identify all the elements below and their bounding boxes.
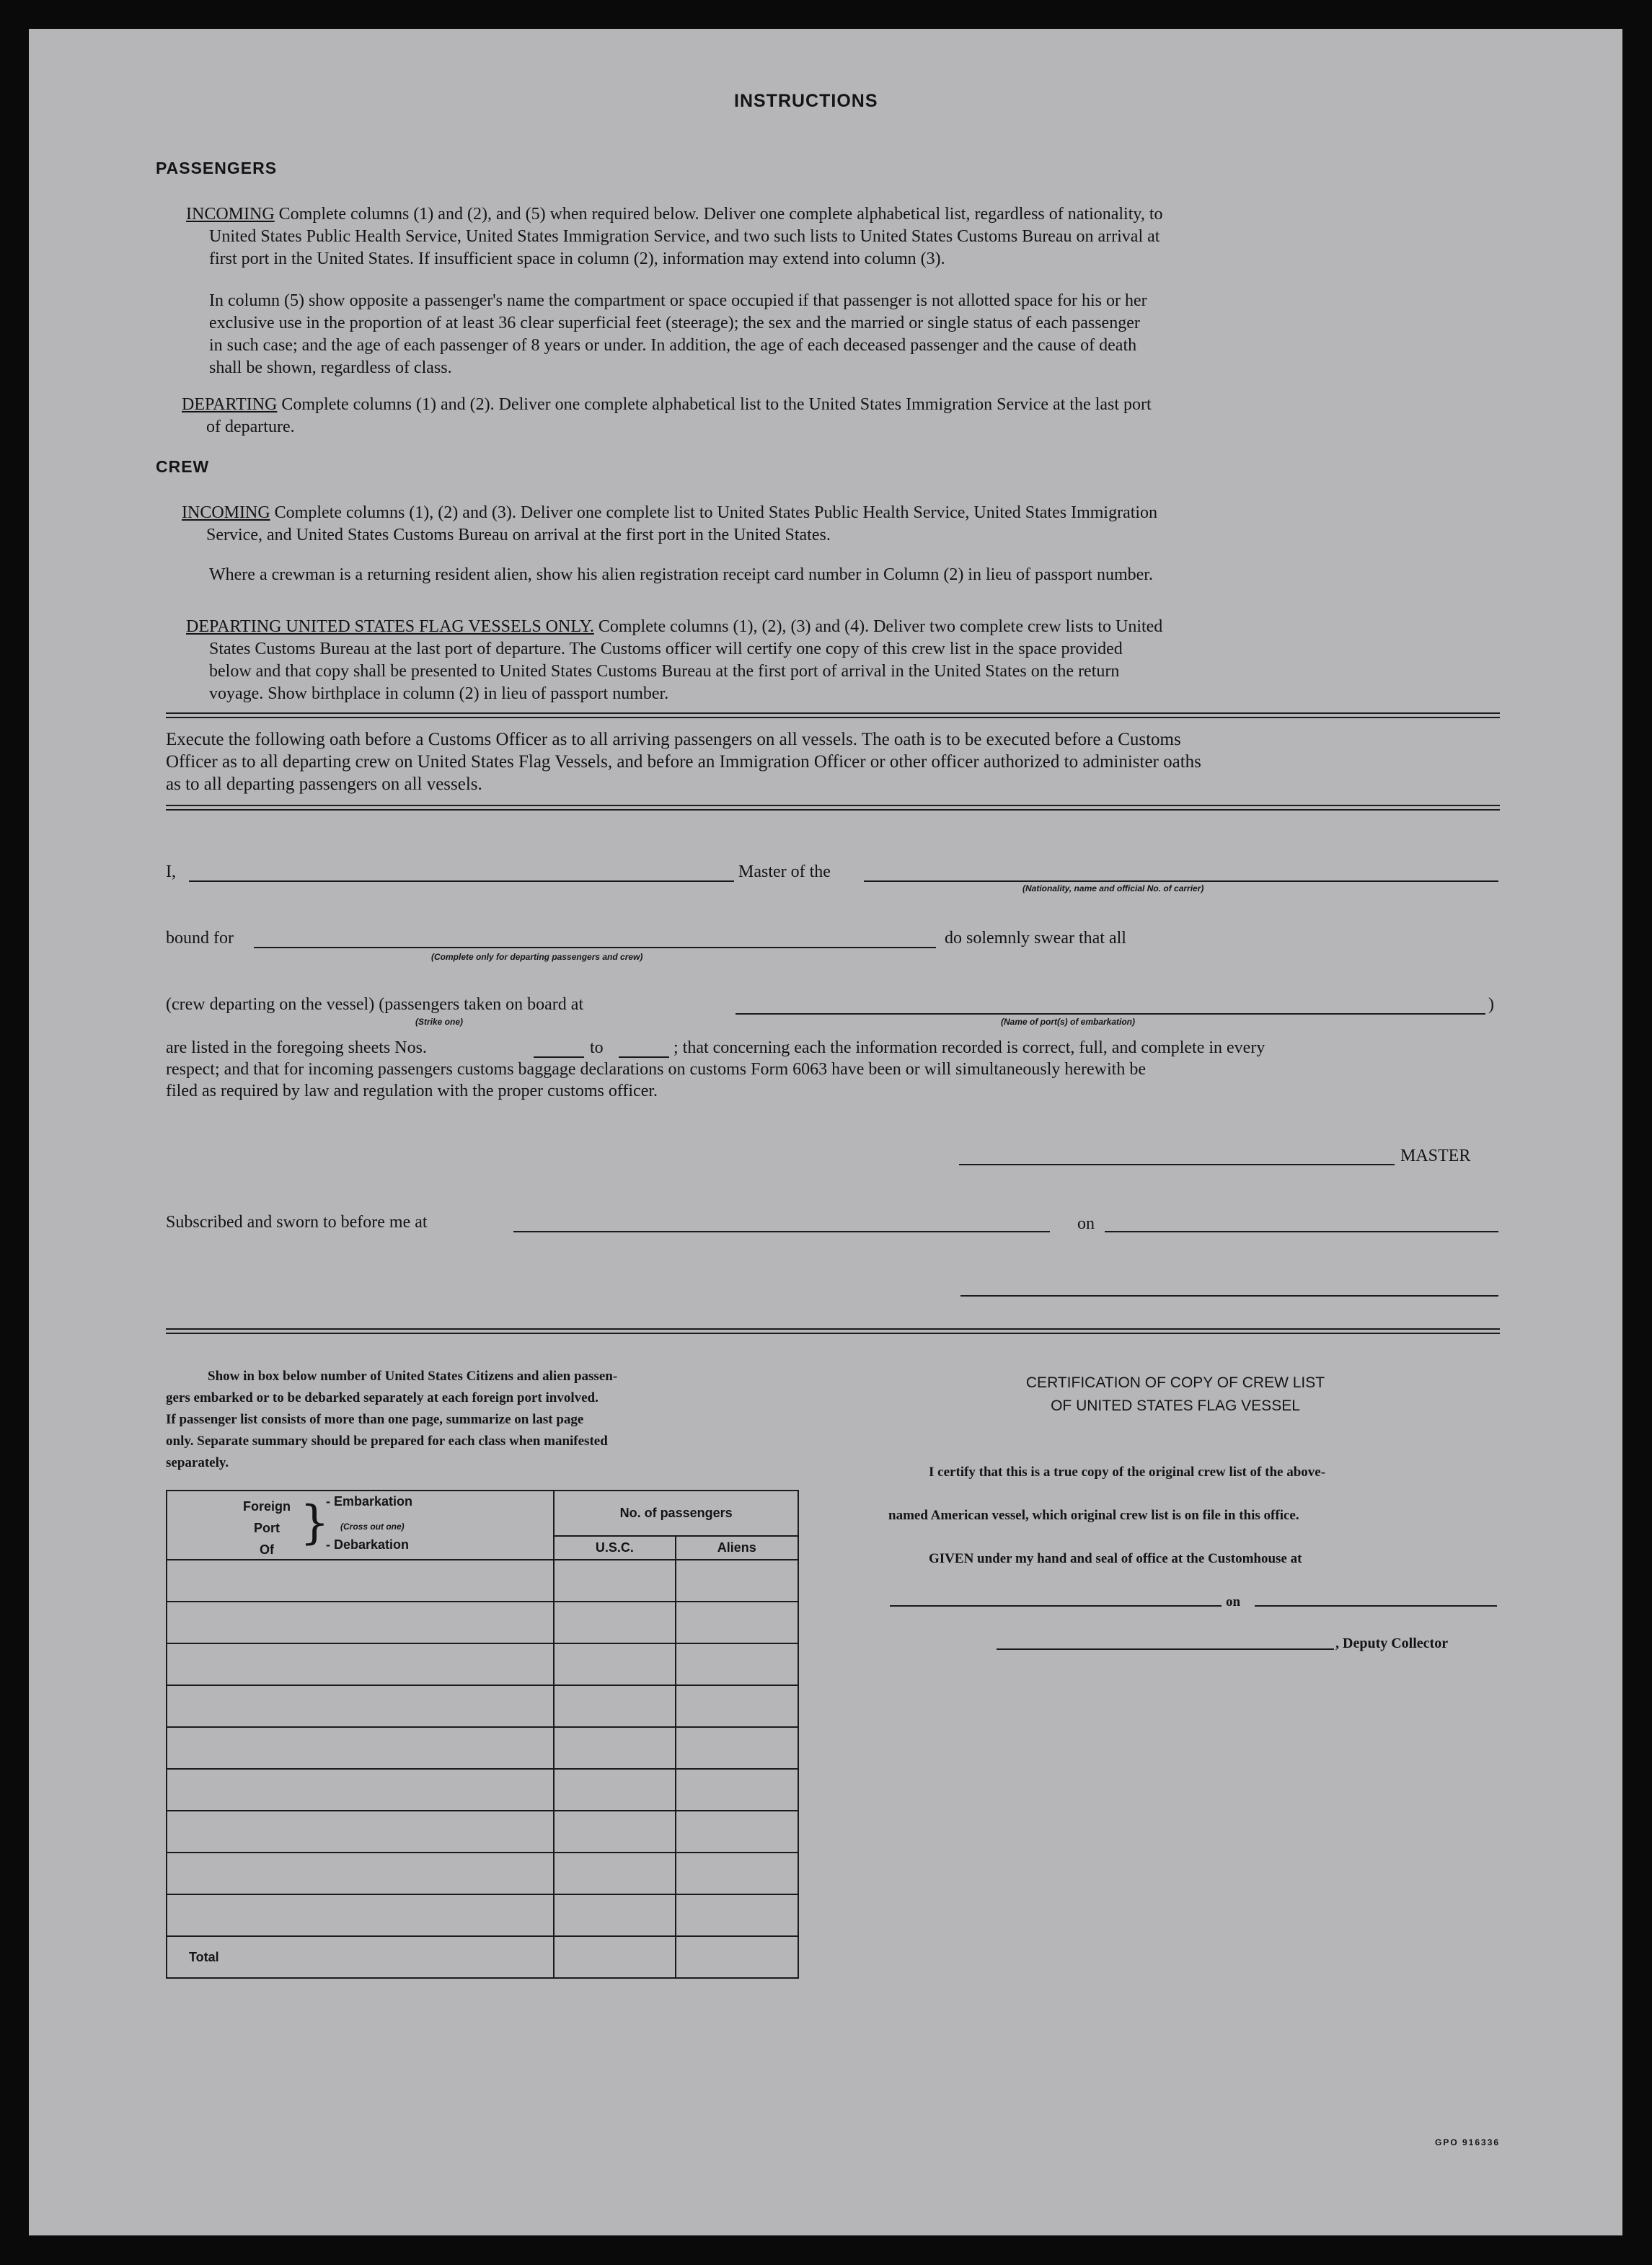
crew-incoming-text-2: Service, and United States Customs Bureau on arrival at the first port in the United States. [206, 526, 831, 544]
aliens-cell[interactable] [676, 1811, 798, 1853]
crew-incoming-label: INCOMING [182, 503, 270, 522]
aliens-cell[interactable] [676, 1560, 798, 1602]
bound-for-label: bound for [166, 929, 234, 948]
crew-incoming-block [182, 502, 1537, 547]
table-row [167, 1560, 798, 1602]
embarkation-port-line[interactable] [736, 1013, 1485, 1015]
filed-text: filed as required by law and regulation with the proper customs officer. [166, 1082, 658, 1100]
table-row [167, 1853, 798, 1894]
port-cell[interactable] [167, 1811, 554, 1853]
close-paren: ) [1488, 995, 1494, 1014]
divider-double [166, 805, 1500, 811]
port-cell[interactable] [167, 1853, 554, 1894]
usc-cell[interactable] [554, 1894, 675, 1936]
hdr-no-passengers: No. of passengers [554, 1491, 798, 1536]
form-sheet [29, 29, 1622, 2235]
hdr-of: Of [260, 1542, 274, 1557]
crew-departing-block [186, 616, 1542, 705]
bound-for-line[interactable] [254, 947, 936, 948]
certification-title [880, 1372, 1471, 1418]
sworn-date-line[interactable] [1105, 1231, 1498, 1232]
total-aliens-cell[interactable] [676, 1936, 798, 1978]
usc-cell[interactable] [554, 1560, 675, 1602]
total-label: Total [167, 1936, 554, 1978]
oath-i-label: I, [166, 862, 176, 881]
passengers-incoming-text-1: Complete columns (1) and (2), and (5) when required below. Deliver one complete alphabetical list, regardless of nationality, to [278, 205, 1163, 224]
port-cell[interactable] [167, 1894, 554, 1936]
cert-on-label: on [1226, 1594, 1241, 1610]
usc-cell[interactable] [554, 1602, 675, 1643]
crew-departing-text-4: voyage. Show birthplace in column (2) in lieu of passport number. [209, 684, 669, 703]
crew-passengers-text: (crew departing on the vessel) (passengers taken on board at [166, 995, 584, 1014]
aliens-cell[interactable] [676, 1602, 798, 1643]
passengers-incoming-text-3: first port in the United States. If insufficient space in column (2), information may extend into column (3). [209, 250, 945, 268]
aliens-cell[interactable] [676, 1727, 798, 1769]
cert-text-3: GIVEN under my hand and seal of office at the Customhouse at [929, 1551, 1302, 1566]
col5-text-1: In column (5) show opposite a passenger's name the compartment or space occupied if that passenger is not allotted space for his or her [209, 291, 1147, 310]
hdr-port: Port [254, 1521, 280, 1535]
summary-note-4: only. Separate summary should be prepared for each class when manifested [166, 1434, 608, 1449]
hdr-debarkation: - Debarkation [326, 1537, 410, 1552]
hdr-foreign: Foreign [243, 1499, 291, 1514]
summary-note-1: Show in box below number of United States Citizens and alien passen- [208, 1369, 618, 1384]
summary-note-3: If passenger list consists of more than one page, summarize on last page [166, 1412, 584, 1427]
total-row [167, 1936, 798, 1978]
passengers-incoming-text-2: United States Public Health Service, United States Immigration Service, and two such lists to United States Customs Bureau on arrival at [209, 227, 1160, 246]
passengers-departing-block [182, 394, 1537, 438]
oath-instructions-1: Execute the following oath before a Customs Officer as to all arriving passengers on all vessels. The oath is to be executed before a Customs [166, 730, 1181, 749]
crew-departing-text-3: below and that copy shall be presented to United States Customs Bureau at the first port of arrival in the United States on the return [209, 662, 1120, 681]
usc-cell[interactable] [554, 1853, 675, 1894]
sheet-from-line[interactable] [534, 1056, 584, 1058]
respect-text: respect; and that for incoming passengers customs baggage declarations on customs Form 6063 have been or will simultaneously herewith be [166, 1060, 1146, 1079]
crew-departing-label: DEPARTING UNITED STATES FLAG VESSELS ONLY. [186, 617, 594, 636]
table-row [167, 1727, 798, 1769]
col5-text-4: shall be shown, regardless of class. [209, 358, 452, 377]
table-row [167, 1811, 798, 1853]
column-5-block [209, 290, 1543, 379]
usc-cell[interactable] [554, 1685, 675, 1727]
port-cell[interactable] [167, 1685, 554, 1727]
subscribed-text: Subscribed and sworn to before me at [166, 1213, 428, 1232]
strike-one-hint: (Strike one) [415, 1017, 464, 1027]
usc-cell[interactable] [554, 1727, 675, 1769]
sworn-on-label: on [1077, 1214, 1095, 1233]
master-signature-line[interactable] [959, 1164, 1395, 1165]
cert-text-1: I certify that this is a true copy of the original crew list of the above- [929, 1465, 1326, 1480]
solemnly-swear-text: do solemnly swear that all [945, 929, 1126, 948]
oath-instructions-2: Officer as to all departing crew on United States Flag Vessels, and before an Immigration Officer or other officer authorized to administer oaths [166, 752, 1201, 772]
port-cell[interactable] [167, 1560, 554, 1602]
cert-text-2: named American vessel, which original crew list is on file in this office. [888, 1508, 1299, 1523]
usc-cell[interactable] [554, 1811, 675, 1853]
table-row [167, 1602, 798, 1643]
port-cell[interactable] [167, 1643, 554, 1685]
aliens-cell[interactable] [676, 1894, 798, 1936]
crew-departing-text-1: Complete columns (1), (2), (3) and (4). Deliver two complete crew lists to United [598, 617, 1163, 636]
table-row [167, 1894, 798, 1936]
passenger-summary-table [166, 1490, 799, 1979]
officer-signature-line[interactable] [960, 1295, 1498, 1297]
hdr-embarkation: - Embarkation [326, 1494, 413, 1509]
aliens-cell[interactable] [676, 1769, 798, 1811]
summary-note [166, 1366, 800, 1474]
hdr-aliens: Aliens [676, 1536, 798, 1560]
table-row [167, 1643, 798, 1685]
deputy-signature-line[interactable] [997, 1648, 1334, 1650]
port-header-cell [167, 1491, 554, 1560]
bound-for-hint: (Complete only for departing passengers and crew) [431, 952, 643, 962]
port-hint: (Name of port(s) of embarkation) [1001, 1017, 1136, 1027]
summary-note-5: separately. [166, 1455, 229, 1470]
listed-text-1: are listed in the foregoing sheets Nos. [166, 1038, 427, 1057]
listed-text-2: ; that concerning each the information recorded is correct, full, and complete in every [673, 1038, 1265, 1057]
usc-cell[interactable] [554, 1643, 675, 1685]
gpo-code: GPO 916336 [1435, 2137, 1501, 2147]
right-brace-icon: } [300, 1496, 330, 1550]
oath-instructions [166, 728, 1507, 795]
hdr-usc: U.S.C. [554, 1536, 675, 1560]
total-usc-cell[interactable] [554, 1936, 675, 1978]
col5-text-3: in such case; and the age of each passenger of 8 years or under. In addition, the age of each deceased passenger and the cause of death [209, 336, 1137, 355]
cert-title-2: OF UNITED STATES FLAG VESSEL [1051, 1398, 1300, 1414]
deputy-collector-label: , Deputy Collector [1335, 1635, 1449, 1651]
oath-instructions-3: as to all departing passengers on all vessels. [166, 774, 482, 794]
divider-double [166, 712, 1500, 718]
crew-resident-text: Where a crewman is a returning resident alien, show his alien registration receipt card number in Column (2) in lieu of passport number. [209, 565, 1153, 584]
master-name-line[interactable] [189, 880, 734, 882]
passengers-incoming-block [186, 203, 1542, 270]
col5-text-2: exclusive use in the proportion of at least 36 clear superficial feet (steerage); the sex and the married or single status of each passenger [209, 314, 1140, 332]
hdr-cross: (Cross out one) [340, 1522, 405, 1532]
crew-heading: CREW [156, 457, 210, 476]
summary-note-2: gers embarked or to be debarked separately at each foreign port involved. [166, 1390, 598, 1405]
passengers-heading: PASSENGERS [156, 159, 278, 177]
carrier-line[interactable] [864, 880, 1498, 882]
aliens-cell[interactable] [676, 1643, 798, 1685]
passengers-departing-label: DEPARTING [182, 395, 278, 414]
master-of-the-label: Master of the [738, 862, 831, 881]
crew-departing-text-2: States Customs Bureau at the last port of departure. The Customs officer will certify one copy of this crew list in the space provided [209, 640, 1123, 658]
passengers-departing-text-1: Complete columns (1) and (2). Deliver one complete alphabetical list to the United States Immigration Service at the last port [281, 395, 1152, 414]
to-label: to [590, 1038, 604, 1057]
port-cell[interactable] [167, 1602, 554, 1643]
sworn-place-line[interactable] [513, 1231, 1050, 1232]
master-label: MASTER [1400, 1147, 1471, 1165]
crew-incoming-text-1: Complete columns (1), (2) and (3). Deliver one complete list to United States Public Health Service, United States Immigration [274, 503, 1158, 522]
cert-title-1: CERTIFICATION OF COPY OF CREW LIST [1025, 1374, 1325, 1391]
aliens-cell[interactable] [676, 1685, 798, 1727]
carrier-hint: (Nationality, name and official No. of carrier) [1022, 883, 1204, 893]
usc-cell[interactable] [554, 1769, 675, 1811]
aliens-cell[interactable] [676, 1853, 798, 1894]
passengers-departing-text-2: of departure. [206, 418, 295, 436]
cert-date-line[interactable] [1255, 1605, 1497, 1607]
passengers-incoming-label: INCOMING [186, 205, 275, 224]
customhouse-line[interactable] [890, 1605, 1222, 1607]
table-row [167, 1769, 798, 1811]
port-cell[interactable] [167, 1769, 554, 1811]
port-cell[interactable] [167, 1727, 554, 1769]
table-row [167, 1685, 798, 1727]
page-title: INSTRUCTIONS [734, 91, 878, 111]
sheet-to-line[interactable] [619, 1056, 669, 1058]
divider-double [166, 1328, 1500, 1334]
